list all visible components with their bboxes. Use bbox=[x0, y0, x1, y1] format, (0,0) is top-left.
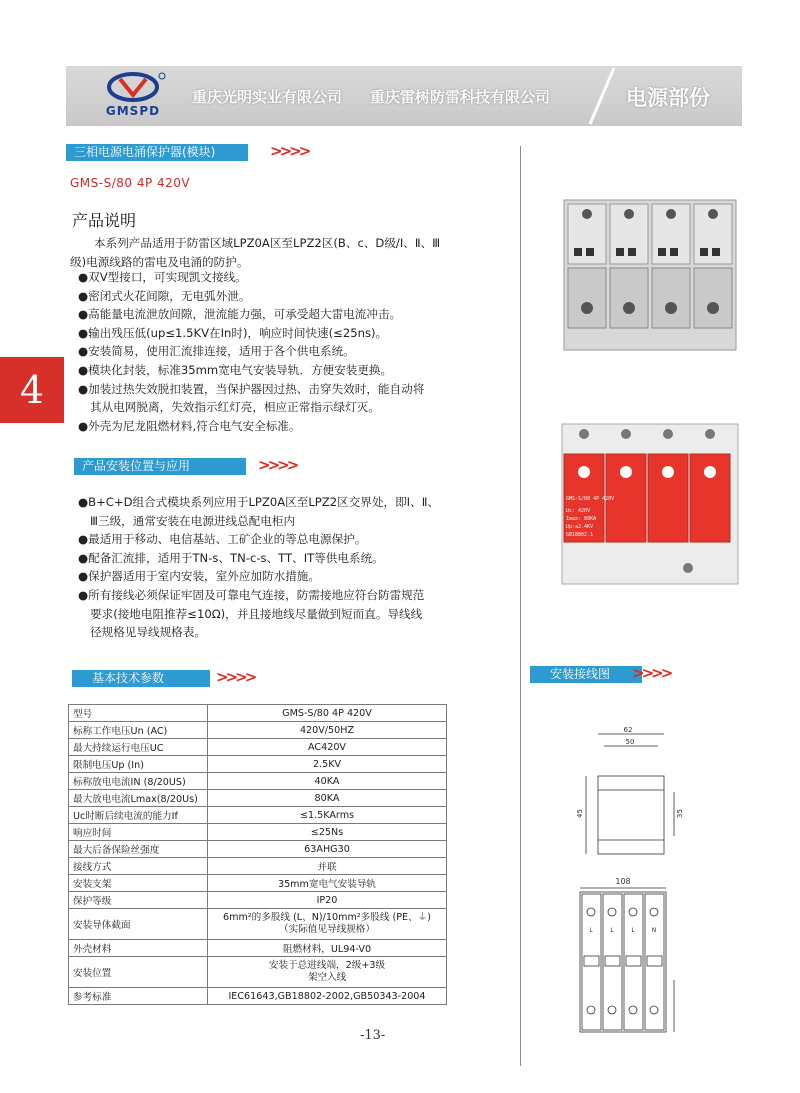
list-item: ●密闭式火花间隙，无电弧外泄。 bbox=[78, 288, 251, 303]
wire-label: L bbox=[631, 927, 635, 934]
module-label-up: Up:≤2.4KV bbox=[566, 524, 594, 530]
wire-label: L bbox=[610, 927, 614, 934]
table-row: 接线方式 并联 bbox=[69, 858, 447, 875]
table-row: 外壳材料 阻燃材料，UL94-V0 bbox=[69, 940, 447, 957]
logo-icon bbox=[78, 70, 188, 104]
table-row: 参考标准 IEC61643,GB18802-2002,GB50343-2004 bbox=[69, 988, 447, 1005]
intro-line-2: 级)电源线路的雷电及电涌的防护。 bbox=[70, 254, 249, 269]
table-row: 安装导体截面 6mm²的多股线 (L、N)/10mm²多股线 (PE、⏚) （实际值见导线规格） bbox=[69, 909, 447, 940]
list-item: ●模块化封装，标准35mm宽电气安装导轨．方便安装更换。 bbox=[78, 362, 393, 377]
application-bullets bbox=[78, 493, 508, 642]
list-item: ●加装过热失效脱扣装置，当保护器因过热、击穿失效时，能自动将 bbox=[78, 381, 425, 396]
list-item: 其从电网脱离，失效指示红灯亮，相应正常指示绿灯灭。 bbox=[90, 400, 380, 415]
list-item: 要求(接地电阻推荐≤10Ω)，并且接地线尽量做到短而直。导线线 bbox=[90, 606, 423, 621]
module-label-imax: Imax: 80KA bbox=[566, 516, 597, 522]
spec-title: 基本技术参数 bbox=[92, 671, 165, 685]
dim-108: 108 bbox=[615, 877, 631, 886]
description-bullets bbox=[78, 268, 498, 435]
list-item: 径规格见导线规格表。 bbox=[90, 625, 206, 640]
table-row: 型号 GMS-S/80 4P 420V bbox=[69, 705, 447, 722]
wire-label: L bbox=[589, 927, 593, 934]
product-title-bar bbox=[66, 144, 248, 161]
product-title: 三相电源电涌保护器(模块) bbox=[74, 145, 216, 159]
table-row: 标称工作电压Un (AC) 420V/50HZ bbox=[69, 722, 447, 739]
wiring-title-bar bbox=[530, 666, 642, 683]
list-item: ●配备汇流排，适用于TN-s、TN-c-s、TT、IT等供电系统。 bbox=[78, 550, 384, 565]
list-item: ●输出残压低(up≤1.5KV在In时)，响应时间快速(≤25ns)。 bbox=[78, 325, 388, 340]
spec-table bbox=[68, 704, 447, 1005]
application-title-bar bbox=[74, 458, 246, 475]
table-row: 标称放电电流IN (8/20US) 40KA bbox=[69, 773, 447, 790]
company-name-2: 重庆雷树防雷科技有限公司 bbox=[370, 88, 551, 106]
list-item: ●高能量电流泄放间隙，泄流能力强，可承受超大雷电流冲击。 bbox=[78, 307, 402, 322]
arrows-icon: >>>> bbox=[632, 664, 671, 682]
table-row: 最大放电电流Lmax(8/20Us) 80KA bbox=[69, 790, 447, 807]
logo-text: GMSPD bbox=[105, 104, 161, 118]
table-row: 最大后备保险丝强度 63AHG30 bbox=[69, 841, 447, 858]
module-label-model: GMS-S/80 4P 420V bbox=[566, 496, 615, 502]
wire-label: N bbox=[651, 927, 657, 934]
list-item: Ⅲ三级，通常安装在电源进线总配电柜内 bbox=[90, 513, 296, 528]
description-intro bbox=[70, 234, 510, 271]
dim-35: 35 bbox=[676, 809, 684, 818]
dim-62: 62 bbox=[623, 726, 633, 734]
page-number: -13- bbox=[360, 1028, 386, 1043]
arrows-icon: >>>> bbox=[270, 142, 309, 160]
application-title: 产品安装位置与应用 bbox=[82, 459, 191, 473]
table-row: 响应时间 ≤25Ns bbox=[69, 824, 447, 841]
description-heading: 产品说明 bbox=[72, 211, 137, 230]
intro-line-1: 本系列产品适用于防雷区域LPZ0A区至LPZ2区(B、c、D级/Ⅰ、Ⅱ、Ⅲ bbox=[94, 236, 441, 250]
table-row: 安装位置 安装于总进线端，2级+3级 架空入线 bbox=[69, 957, 447, 988]
list-item: ●安装简易，使用汇流排连接，适用于各个供电系统。 bbox=[78, 344, 355, 359]
product-photo-grey bbox=[562, 190, 738, 360]
section-name: 电源部份 bbox=[626, 86, 710, 110]
column-divider bbox=[520, 146, 521, 1066]
module-label-uc: Uc: 420V bbox=[566, 508, 591, 514]
chapter-tab: 4 bbox=[0, 357, 64, 423]
company-name-1: 重庆光明实业有限公司 bbox=[192, 88, 343, 106]
arrows-icon: >>>> bbox=[258, 456, 297, 474]
logo bbox=[78, 70, 188, 122]
list-item: ●双V型接口，可实现凯文接线。 bbox=[78, 270, 247, 284]
table-row: 安装支架 35mm宽电气安装导轨 bbox=[69, 875, 447, 892]
module-label-std: GB18802.1 bbox=[566, 532, 594, 538]
list-item: ●最适用于移动、电信基站、工矿企业的等总电源保护。 bbox=[78, 532, 367, 547]
list-item: ●保护器适用于室内安装，室外应加防水措施。 bbox=[78, 569, 320, 584]
list-item: ●B+C+D组合式模块系列应用于LPZ0A区至LPZ2区交界处，即Ⅰ、Ⅱ、 bbox=[78, 495, 439, 509]
wiring-diagram bbox=[578, 720, 688, 1040]
product-model: GMS-S/80 4P 420V bbox=[70, 176, 191, 190]
product-photo-red bbox=[560, 416, 740, 588]
arrows-icon: >>>> bbox=[216, 668, 255, 686]
table-row: 保护等级 IP20 bbox=[69, 892, 447, 909]
list-item: ●所有接线必须保证牢固及可靠电气连接，防需接地应符台防雷规范 bbox=[78, 587, 425, 602]
page-header bbox=[66, 66, 742, 126]
wiring-title: 安装接线图 bbox=[550, 667, 611, 681]
table-row: 最大持续运行电压UC AC420V bbox=[69, 739, 447, 756]
dim-50: 50 bbox=[625, 738, 635, 746]
list-item: ●外壳为尼龙阻燃材料,符合电气安全标准。 bbox=[78, 418, 301, 433]
header-slash bbox=[584, 66, 620, 126]
dim-45: 45 bbox=[576, 809, 584, 818]
table-row: 限制电压Up (In) 2.5KV bbox=[69, 756, 447, 773]
spec-title-bar bbox=[72, 670, 210, 687]
table-row: Uc时断后续电流的能力If ≤1.5KArms bbox=[69, 807, 447, 824]
